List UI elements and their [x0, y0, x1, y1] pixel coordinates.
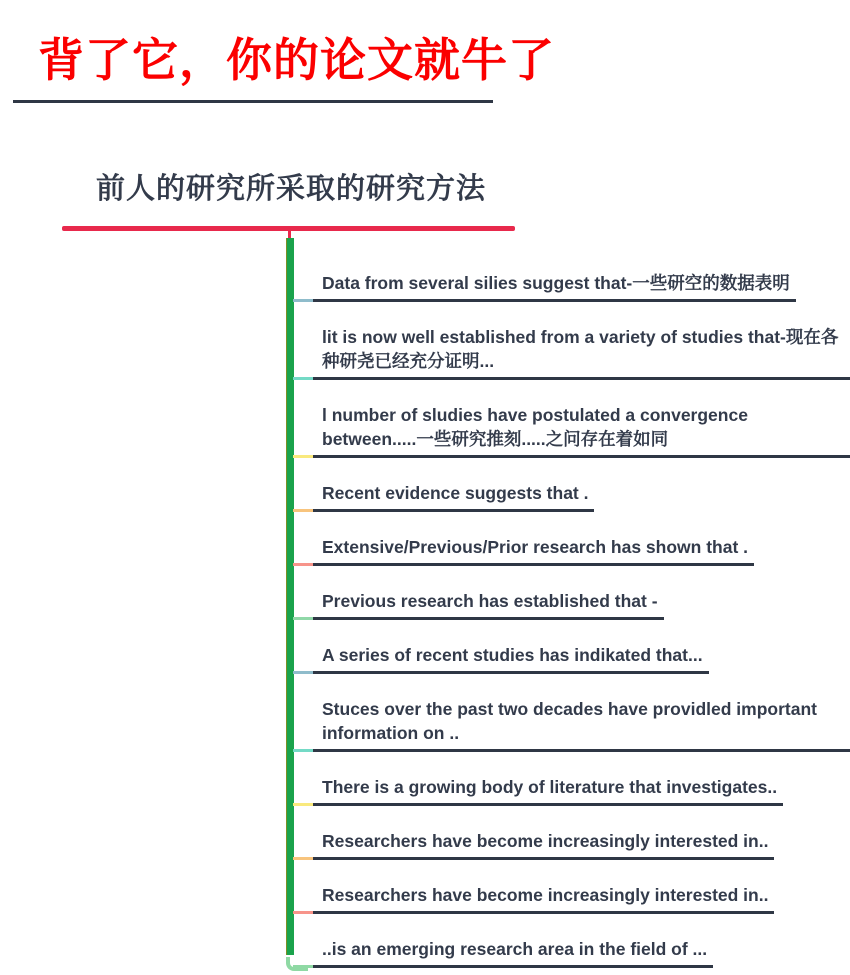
list-item — [313, 481, 850, 512]
phrase-text: Researchers have become increasingly interested in.. — [322, 831, 769, 851]
phrase-topic[interactable] — [313, 325, 850, 380]
branch-connector-line — [293, 299, 313, 302]
branch-connector-line — [293, 803, 313, 806]
list-item — [313, 829, 850, 860]
phrase-text: ..is an emerging research area in the field of ... — [322, 939, 708, 959]
branch-connector-line — [293, 455, 313, 458]
phrase-text: Recent evidence suggests that . — [322, 483, 589, 503]
branch-connector-line — [293, 509, 313, 512]
phrase-topic[interactable] — [313, 271, 796, 302]
phrase-topic[interactable] — [313, 535, 754, 566]
phrase-text: There is a growing body of literature that investigates.. — [322, 777, 778, 797]
phrase-topic[interactable] — [313, 589, 664, 620]
branch-connector-line — [293, 671, 313, 674]
phrase-topic[interactable] — [313, 775, 783, 806]
phrase-topic[interactable] — [313, 403, 850, 458]
branch-connector-line — [293, 911, 313, 914]
list-item — [313, 775, 850, 806]
list-item — [313, 271, 850, 302]
phrase-topic[interactable] — [313, 937, 713, 968]
branch-connector-line — [293, 965, 313, 968]
branch-trunk-line — [286, 238, 294, 955]
branch-connector-line — [293, 377, 313, 380]
list-item — [313, 403, 850, 458]
list-item — [313, 589, 850, 620]
phrase-text: Extensive/Previous/Prior research has shown that . — [322, 537, 748, 557]
title-underline — [13, 100, 493, 103]
phrase-text: Previous research has established that - — [322, 591, 658, 611]
branch-trunk-elbow — [286, 957, 308, 971]
phrase-text: lit is now well established from a variety of studies that-现在各种研尧已经充分证明... — [322, 327, 839, 371]
phrase-text: Stuces over the past two decades have providled important information on .. — [322, 699, 817, 743]
items-list — [313, 237, 850, 968]
phrase-topic[interactable] — [313, 883, 774, 914]
list-item — [313, 535, 850, 566]
branch-connector-line — [293, 857, 313, 860]
page-title: 背了它，你的论文就牛了 — [38, 34, 555, 86]
phrase-topic[interactable] — [313, 697, 850, 752]
phrase-text: A series of recent studies has indikated that... — [322, 645, 703, 665]
phrase-text: l number of sludies have postulated a convergence between.....一些研究推刻.....之问存在着如同 — [322, 405, 748, 449]
branch-connector-line — [293, 563, 313, 566]
phrase-text: Researchers have become increasingly interested in.. — [322, 885, 769, 905]
branch-connector-line — [293, 617, 313, 620]
branch-connector-line — [293, 749, 313, 752]
phrase-topic[interactable] — [313, 829, 774, 860]
branch-root-topic[interactable]: 前人的研究所采取的研究方法 — [96, 173, 487, 205]
phrase-topic[interactable] — [313, 481, 594, 512]
list-item — [313, 937, 850, 968]
list-item — [313, 325, 850, 380]
list-item — [313, 697, 850, 752]
list-item — [313, 643, 850, 674]
phrase-topic[interactable] — [313, 643, 709, 674]
list-item — [313, 883, 850, 914]
phrase-text: Data from several silies suggest that-一些研空的数据表明 — [322, 273, 790, 293]
